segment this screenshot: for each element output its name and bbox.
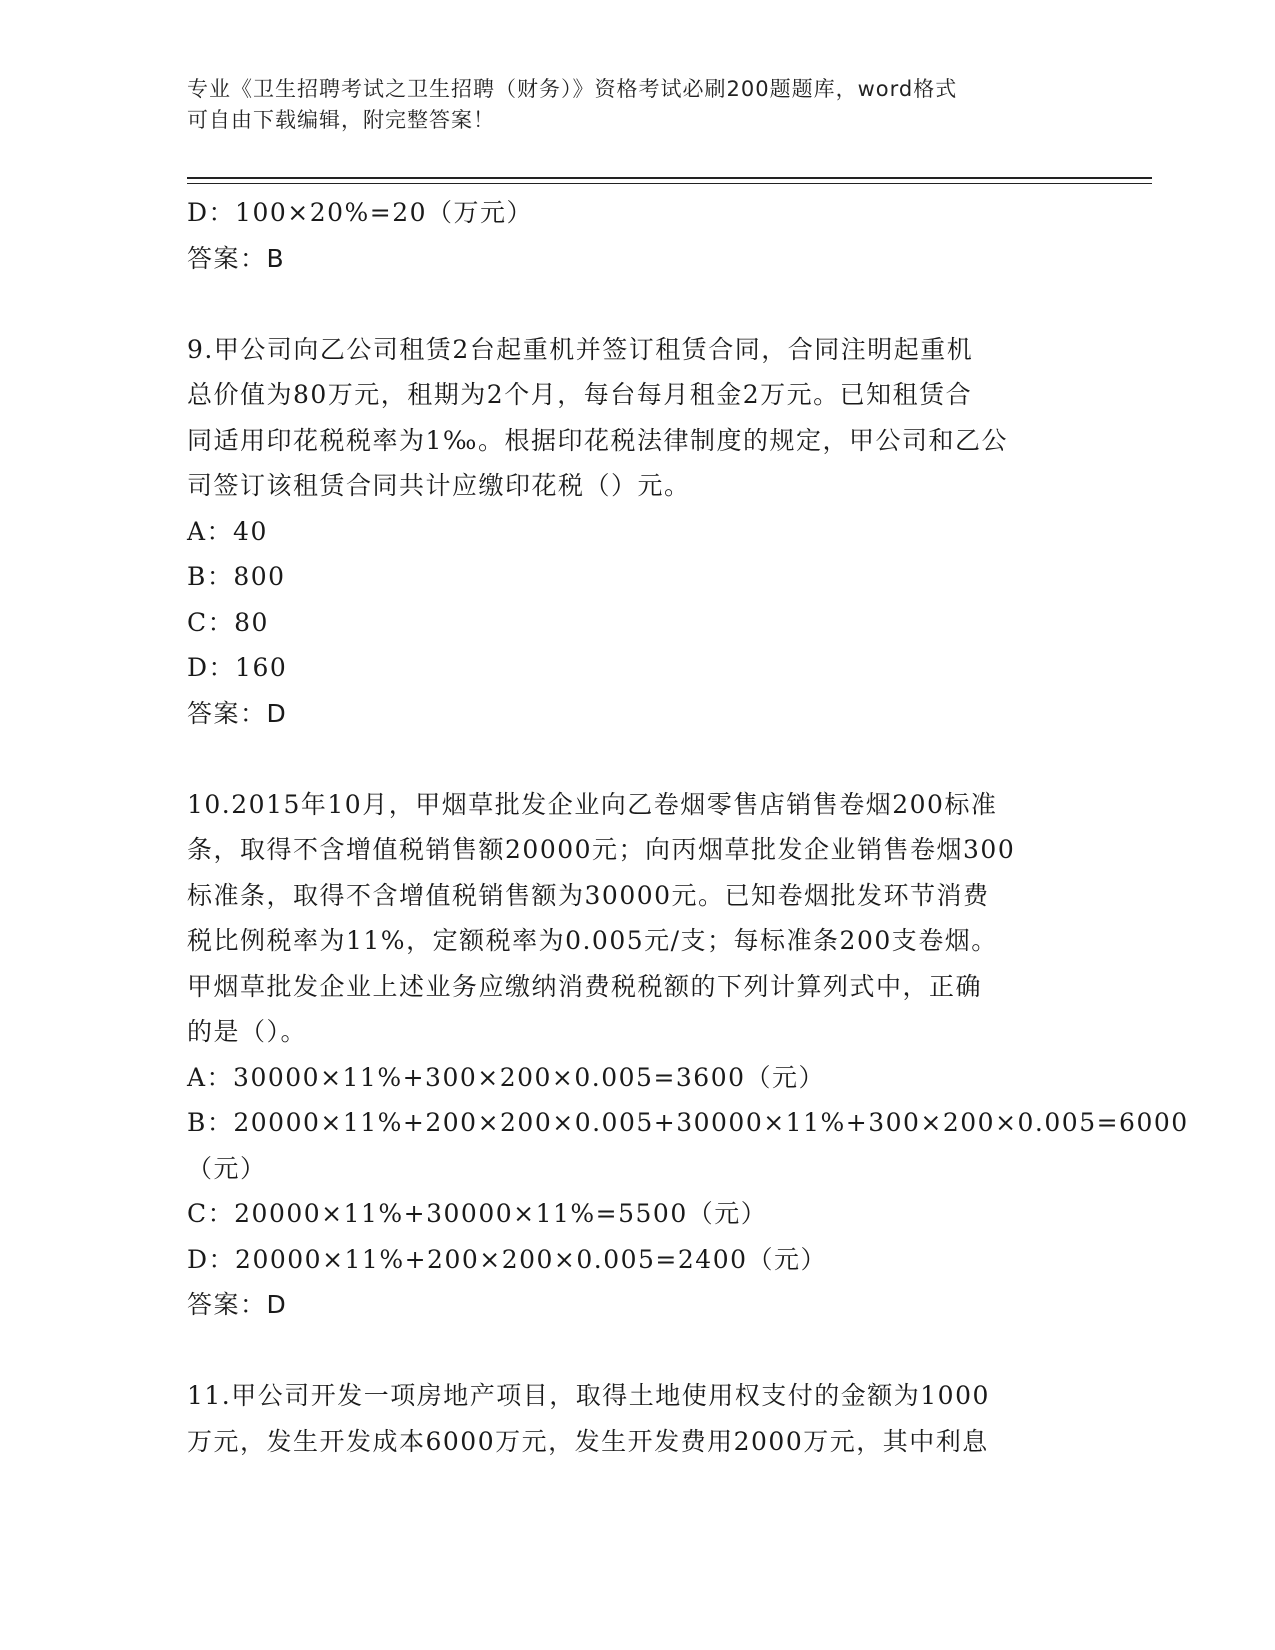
question-10-answer: 答案：D [187, 1290, 288, 1319]
question-10-line-1: 10.2015年10月，甲烟草批发企业向乙卷烟零售店销售卷烟200标准 [187, 789, 998, 819]
question-9-line-3: 同适用印花税税率为1‰。根据印花税法律制度的规定，甲公司和乙公 [187, 425, 1008, 455]
question-10-line-6: 的是（）。 [187, 1017, 308, 1046]
answer-line: 答案：B [187, 243, 286, 273]
question-9-option-b: B：800 [187, 562, 286, 591]
question-9-answer: 答案：D [187, 698, 288, 728]
document-body [187, 190, 1189, 1464]
question-10-option-c: C：20000×11%+30000×11%=5500（元） [187, 1199, 768, 1228]
question-9-line-4: 司签订该租赁合同共计应缴印花税（）元。 [187, 471, 691, 500]
question-10-line-5: 甲烟草批发企业上述业务应缴纳消费税税额的下列计算列式中，正确 [187, 971, 983, 1001]
document-header: 专业《卫生招聘考试之卫生招聘（财务）》资格考试必刷200题题库，word格式 可自由下载编辑，附完整答案！ [187, 77, 958, 132]
question-9-option-d: D：160 [187, 653, 288, 682]
question-10-option-b-continued: （元） [187, 1153, 267, 1183]
question-10-option-d: D：20000×11%+200×200×0.005=2400（元） [187, 1244, 828, 1274]
question-10-line-4: 税比例税率为11%，定额税率为0.005元/支；每标准条200支卷烟。 [187, 926, 998, 955]
spacer [187, 736, 1087, 782]
question-10-option-b: B：20000×11%+200×200×0.005+30000×11%+300×200×0.005=6000 [187, 1108, 1189, 1137]
header-divider-thick [187, 177, 1152, 179]
question-10-line-2: 条，取得不含增值税销售额20000元；向丙烟草批发企业销售卷烟300 [187, 835, 1016, 864]
question-10-line-3: 标准条，取得不含增值税销售额为30000元。已知卷烟批发环节消费 [187, 880, 990, 910]
question-10-option-a: A：30000×11%+300×200×0.005=3600（元） [187, 1062, 826, 1092]
question-9-option-a: A：40 [187, 516, 268, 546]
question-9-line-1: 9.甲公司向乙公司租赁2台起重机并签订租赁合同，合同注明起重机 [187, 334, 974, 364]
spacer [187, 281, 1087, 327]
question-9-option-c: C：80 [187, 607, 269, 637]
question-11-line-1: 11.甲公司开发一项房地产项目，取得土地使用权支付的金额为1000 [187, 1381, 990, 1410]
spacer [187, 1328, 1087, 1374]
question-9-line-2: 总价值为80万元，租期为2个月，每台每月租金2万元。已知租赁合 [187, 380, 973, 409]
header-divider-thin [187, 183, 1152, 184]
question-11-line-2: 万元，发生开发成本6000万元，发生开发费用2000万元，其中利息 [187, 1426, 989, 1456]
option-d: D：100×20%=20（万元） [187, 198, 534, 227]
